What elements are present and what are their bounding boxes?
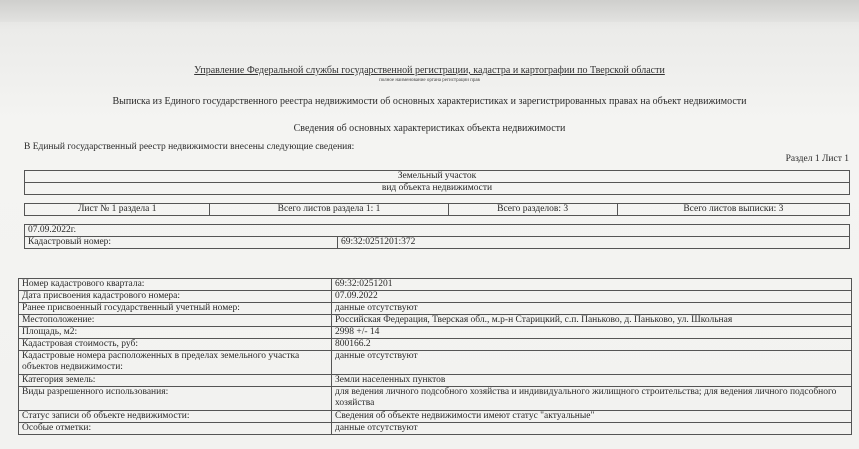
table-row	[19, 351, 852, 375]
row-label: Особые отметки:	[19, 423, 332, 435]
sheets-info-table	[24, 203, 850, 216]
row-value: Земли населенных пунктов	[332, 375, 852, 387]
row-value: 07.09.2022	[332, 291, 852, 303]
table-row	[19, 339, 852, 351]
section-title: Сведения об основных характеристиках объекта недвижимости	[293, 123, 566, 134]
authority-caption: полное наименование органа регистрации прав	[379, 78, 480, 83]
row-label: Статус записи об объекте недвижимости:	[19, 411, 332, 423]
row-value: данные отсутствуют	[332, 351, 852, 375]
row-value: данные отсутствуют	[332, 423, 852, 435]
characteristics-table	[18, 278, 852, 435]
sheet-of-section: Лист № 1 раздела 1	[25, 204, 210, 216]
table-row	[19, 303, 852, 315]
row-label: Местоположение:	[19, 315, 332, 327]
row-label: Номер кадастрового квартала:	[19, 279, 332, 291]
row-label: Площадь, м2:	[19, 327, 332, 339]
table-row	[19, 375, 852, 387]
row-label: Дата присвоения кадастрового номера:	[19, 291, 332, 303]
table-row	[19, 387, 852, 411]
cadastral-header-table	[24, 224, 850, 249]
row-value: 800166.2	[332, 339, 852, 351]
table-row	[19, 423, 852, 435]
row-label: Виды разрешенного использования:	[19, 387, 332, 411]
row-value: 69:32:0251201	[332, 279, 852, 291]
table-row	[19, 315, 852, 327]
cadastral-number-value: 69:32:0251201:372	[338, 237, 850, 249]
extract-date: 07.09.2022г.	[25, 225, 850, 237]
page-top-edge	[0, 0, 859, 22]
row-label: Ранее присвоенный государственный учетный номер:	[19, 303, 332, 315]
total-sections: Всего разделов: 3	[448, 204, 617, 216]
extract-title: Выписка из Единого государственного реестра недвижимости об основных характеристиках и зарегистрированных правах на объект недвижимости	[112, 96, 747, 107]
table-row	[19, 291, 852, 303]
row-label: Кадастровые номера расположенных в пределах земельного участка объектов недвижимости:	[19, 351, 332, 375]
row-value: 2998 +/- 14	[332, 327, 852, 339]
intro-text: В Единый государственный реестр недвижимости внесены следующие сведения:	[24, 142, 355, 152]
object-type: Земельный участок	[25, 171, 850, 183]
table-row	[19, 411, 852, 423]
object-type-caption: вид объекта недвижимости	[25, 183, 850, 195]
cadastral-number-label: Кадастровый номер:	[25, 237, 338, 249]
section-reference: Раздел 1 Лист 1	[785, 154, 849, 164]
row-value: данные отсутствуют	[332, 303, 852, 315]
table-row	[19, 327, 852, 339]
row-value: Российская Федерация, Тверская обл., м.р-н Старицкий, с.п. Паньково, д. Паньково, ул. Школьная	[332, 315, 852, 327]
object-type-table	[24, 170, 850, 195]
row-value: Сведения об объекте недвижимости имеют статус "актуальные"	[332, 411, 852, 423]
row-value: для ведения личного подсобного хозяйства и индивидуального жилищного строительства; для ведения личного подсобного хозяйства	[332, 387, 852, 411]
total-sheets-extract: Всего листов выписки: 3	[617, 204, 849, 216]
table-row	[19, 279, 852, 291]
row-label: Кадастровая стоимость, руб:	[19, 339, 332, 351]
total-sheets-section: Всего листов раздела 1: 1	[210, 204, 448, 216]
row-label: Категория земель:	[19, 375, 332, 387]
authority-name: Управление Федеральной службы государственной регистрации, кадастра и картографии по Тверской области	[194, 65, 665, 76]
